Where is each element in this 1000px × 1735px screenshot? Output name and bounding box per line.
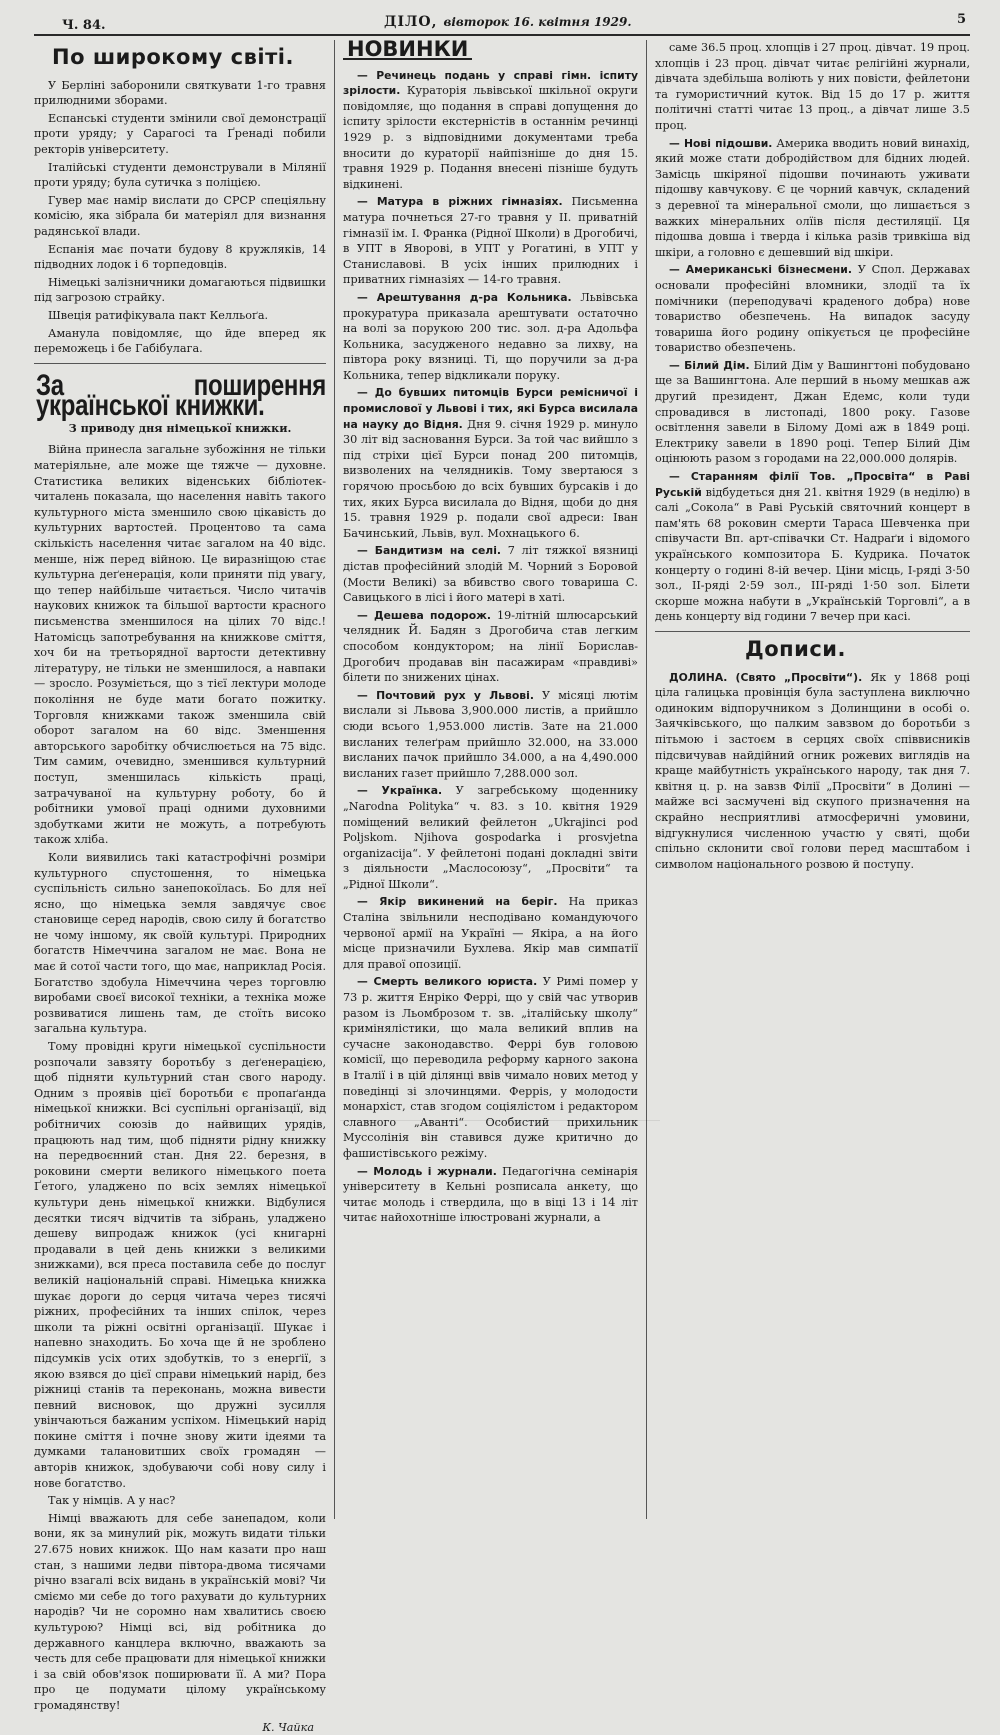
- news-item-headline: — Бандитизм на селі.: [357, 544, 502, 558]
- news-item-text: відбудеться дня 21. квітня 1929 (в неділю) в салі „Сокола“ в Раві Руській святочний концерт в пам'ять 68 роковин смерти Тараса Шевченка при співучасти Вп. арт-співачки Ст. Надраґи і відомого українського композитора Б. Кудрика. Початок концерту о годині 8-ій вечер. Ціни місць, І-ряді 3·50 зол., ІІ-ряді 2·59 зол., ІІІ-ряді 1·50 зол. Білети скорше можна набути в „Українській Торговлі“, а в день концерту від години 7 вечер при касі.: [655, 485, 970, 624]
- news-item-text: Білий Дім у Вашингтоні побудовано ще за Вашингтона. Але перший в ньому мешкав аж другий президент, Джан Едемс, коли туди спровадився в листопаді, 1800 року. Газове освітлення завели в Білому Домі аж в 1849 році. Електрику завели в 1890 році. Тепер Білий Дім оцінюють разом з городами на 22,000.000 долярів.: [655, 358, 971, 466]
- column-left: [34, 40, 334, 1734]
- book-article-paragraph: Війна принесла загальне зубожіння не тільки матеріяльне, але може ще тяжче — духовне. Статистика великих віденських бібліотек-читалень показала, що населення навіть такого культурного міста зменшило свою цікавість до культурних вартостей. Процентово та сама скількість населення читає загалом на 40 відс. менше, ніж перед війною. Це виразніщою стає культурна деґенерація, коли приняти під увагу, що тепер найбільше читається. Число читачів наукових книжок та більшої вартости красного письменства зменшилося на цілих 70 відс.! Натомісць запотребування на книжкове сміття, хоч би на третьорядної вартости детективну літературу, не тільки не зменшилося, а навпаки — зросло. Розуміється, що з тієї лектури молоде покоління не буде мати богато пожитку. Торговля книжками також зменшила свій оборот загалом на 60 відс. Зменшення авторського заробітку обчислюється на 75 відс. Тим самим, очевидно, зменшився культурний поступ, зменшилась кількість праці, затрачуваної на культурну роботу, бо й робітники умової праці одними духовними здобутками жити не можуть, а потребують також хліба.: [34, 443, 326, 847]
- news-item-text: Педагогічна семінарія університету в Кельні розписала анкету, що читає молодь і ствердила, що в віці 13 і 14 літ читає найохотніше ілюстровані журнали, а: [343, 1164, 638, 1225]
- news-item: [343, 290, 638, 384]
- news-item-text: У Спол. Державах основали професійні вломники, злодії та їх помічники (переподувачі краденого добра) нове товариство обезпечень. На випадок засуду товариша його родину опікується це професійне товариство обезпечень.: [655, 263, 970, 355]
- book-article-paragraph: Тому провідні круги німецької суспільности розпочали завзяту боротьбу з деґенерацією, щоб підняти культурний стан свого народу. Одним з проявів цієї боротьби є пропаґанда німецької книжки. Всі суспільні організації, від робітничих союзів до найвищих урядів, працюють над тим, щоб підняти рідну книжку на передвоєнний стан. Дня 22. березня, в роковини смерти великого німецького поета Ґетого, уладжено по всіх землях німецької культури день німецької книжки. Відбулися десятки тисяч відчитів та зібрань, уладжено дешеву випродаж книжок (усі книгарні продавали в цей день книжки з великими знижками), вся преса поставила себе до послуг великій національній справі. Німецька книжка шукає дороги до серця читача через тисячі ріжних, професійних та інших спілок, через школи та ріжні освітні організації. Шукає і напевно знаходить. Бо хоча ще й не зроблено підсумків усіх отих здобутків, то з енерґії, з якою взявся до цієї справи німецький нарід, без ріжниці станів та переконань, можна вивести певний висновок, що дружні зусилля увінчаються бажаним успіхом. Німецький нарід покине сміття і почне знову жити ідеями та думками талановитших своїх громадян — авторів книжок, здобуваючи собі нову силу і нове богатство.: [34, 1040, 326, 1490]
- paper-fold-line: [340, 1120, 660, 1121]
- world-news-item: Італійські студенти демонстрували в Мілянії проти уряду; була сутичка з поліцією.: [34, 160, 326, 190]
- letter-item: [655, 670, 970, 873]
- news-item: [343, 894, 638, 972]
- news-item-text: На приказ Сталіна звільнили несподівано командуючого червоної армії на Україні — Якіра, а на його місце призначили Бухлева. Якір мав симпатії для правої опозиції.: [343, 895, 638, 971]
- news-item-text: 19-літній шлюсарський челядник Й. Бадян з Дрогобича став легким способом кондуктором; на лінії Борислав-Дрогобич продавав він пасажирам «правдиві» білети по знижених цінах.: [343, 608, 639, 685]
- world-news-list: [34, 78, 326, 357]
- column-right: [646, 40, 970, 1519]
- news-item: [343, 688, 638, 782]
- news-item-headline: — Білий Дім.: [669, 358, 750, 372]
- book-article-paragraph: Німці вважають для себе занепадом, коли вони, як за минулий рік, можуть видати тільки 27.675 нових книжок. Що нам казати про наш стан, з нашими ледви півтора-двома тисячами річно взагалі всіх видань в українській мові? Чи сміємо ми себе до того рахувати до культурних народів? Чи не соромно нам хвалитись своєю культурою? Німці всі, від робітника до державного канцлера включно, вважають за честь для себе працювати для німецької книжки і за свій обов'язок поширювати її. А ми? Пора про це подумати цілому українському громадянству!: [34, 1511, 326, 1712]
- book-article-paragraph: Коли виявились такі катастрофічні розміри культурного спустошення, то німецька суспільність сильно занепокоїлась. Бо для неї ясно, що німецька земля завдячує своє становище серед народів, свою силу й богатство не чому іншому, як своїй культурі. Природних богатств Німеччина загалом не має. Вона не має й сотої части того, що має, наприклад Росія. Богатство здобула Німеччина через торговлю виробами своєї високої техніки, а техніка може розвиватися лишень там, де стоїть високо загальна культура.: [34, 850, 326, 1036]
- news-item: [655, 136, 970, 261]
- column-middle: [334, 37, 646, 1519]
- world-news-item: Швеція ратифікувала пакт Келльоґа.: [48, 308, 269, 322]
- news-item: [343, 974, 638, 1161]
- news-item: [343, 608, 638, 686]
- news-item-headline: — Американські бізнесмени.: [669, 263, 852, 277]
- news-continued-list: [655, 40, 970, 625]
- issue-date: вівторок 16. квітня 1929.: [443, 15, 632, 29]
- news-item-headline: — Молодь і журнали.: [357, 1164, 497, 1178]
- news-item-text: У загребському щоденнику „Narodna Politykа“ ч. 83. з 10. квітня 1929 поміщений великий фейлетон „Ukrajinci pod Poljskom. Njihova gospodarka i prosvjetna organizacija“. У фейлетоні подані докладні звіти з діяльности „Маслосоюзу“, „Просвіти“ та „Рідної Школи“.: [343, 784, 638, 891]
- news-item-text: У Римі помер у 73 р. життя Енріко Феррі, що у свій час утворив разом із Льомброзом т. зв. „італійську школу“ кримінялістики, що мала великий вплив на сучасне законодавство. Феррі був головою комісії, що переводила реформу карного закона в Італії і в цій ділянці ввів чимало нових метод у поведінці зі злочинцями. Ферріs, у молодости монархіст, став згодом соціялістом і редактором славного „Аванті“. Особистий прихильник Муссолінія він ставився дуже критично до фашистівського режіму.: [343, 975, 638, 1160]
- news-section-title: НОВИНКИ: [343, 42, 472, 60]
- world-news-item: Гувер має намір вислати до СРСР спеціяльну комісію, яка зібрала би матеріял для визнання радянської влади.: [34, 193, 326, 238]
- news-item-text: Дня 9. січня 1929 р. минуло 30 літ від засновання Бурси. За той час вийшло з під стріхи цієї Бурси понад 200 питомців, визволених на челядників. Тому звертаюся з горячою просьбою до всіх бувших бурсаків і до тих, яких Бурса висилала до Відня, щоби до дня 15. травня 1929 р. подали свої адреси: Іван Бачинський, Львів, вул. Мохнацького 6.: [343, 417, 638, 540]
- news-item: [655, 469, 970, 625]
- masthead: [34, 12, 970, 36]
- news-item-text: У місяці лютім вислали зі Львова 3,900.000 листів, а прийшло сюди всього 1,953.000 листів. Зате на 21.000 висланих телеґрам прийшло 32.000, на 33.000 висланих пачок прийшло 34.000, а на 4,490.000 висланих газет прийшло 7,288.000 зол.: [343, 688, 638, 780]
- news-item-headline: — Смерть великого юриста.: [357, 975, 538, 989]
- book-article-paragraph: Так у німців. А у нас?: [48, 1494, 176, 1508]
- divider: [655, 631, 970, 632]
- news-item: [343, 543, 638, 605]
- news-item: [343, 783, 638, 892]
- world-news-item: Німецькі залізничники домагаються підвишки під загрозою страйку.: [34, 275, 326, 305]
- letters-section-title: Дописи.: [745, 636, 846, 661]
- world-news-item: У Берліні заборонили святкувати 1-го травня прилюдними зборами.: [34, 78, 326, 108]
- book-article-subtitle: З приводу дня німецької книжки.: [68, 420, 292, 435]
- news-item-headline: — Нові підошви.: [669, 136, 773, 150]
- letter-item-headline: ДОЛИНА. (Свято „Просвіти“).: [669, 670, 863, 684]
- news-item-headline: — Старанням філії Тов. „Просвіта“ в Раві Руській: [655, 470, 970, 499]
- book-article-body: [34, 442, 326, 1713]
- paper-title: [384, 14, 632, 30]
- news-item-headline: — До бувших питомців Бурси ремісничої і промислової у Львові і тих, які Бурса висилала на науку до Відня.: [343, 386, 638, 431]
- news-item: [655, 40, 970, 134]
- page-number: 5: [956, 12, 966, 27]
- paper-name: ДІЛО,: [384, 14, 438, 30]
- news-item: [343, 385, 638, 541]
- news-item-headline: — Почтовий рух у Львові.: [357, 688, 534, 702]
- news-item: [655, 262, 970, 356]
- news-item-headline: — Якір викинений на беріг.: [357, 895, 558, 909]
- news-item-text: Кураторія львівської шкільної округи повідомляє, що подання в справі допущення до іспиту зрілости екстерністів в останнім речинці 1929 р. з відповідними документами треба вносити до кураторії найпізніше до дня 15. травня 1929 р. Подання внесені пізніше будуть відкинені.: [343, 84, 638, 191]
- issue-number: Ч. 84.: [62, 18, 106, 33]
- columns: [34, 37, 971, 1734]
- letter-item-text: Як у 1868 році ціла галицька провінція була заступлена виключно одиноким відпоручником з Долинщини в особі о. Заячківського, що палким завзвом до боротьби з пітьмою і застоєм в серцях своїх співвисників підсвичував найдійний огник рожевих виглядів на краще майбутність українського народу, так дня 7. квітня ц. р. на завзв Філії „Просвіти“ в Долині — майже всі засмучені від скупого призначення на скрайно несприятливі атмосферичні умовини, відгукнулися численною участю у святі, щоби спільно склонити свої голови перед масштабом і символом національного розвою й поступу.: [655, 670, 970, 871]
- news-item: [343, 68, 638, 193]
- news-item-headline: — Українка.: [357, 784, 443, 798]
- news-item-text: 7 літ тяжкої вязниці дістав професійний злодій М. Чорний з Боровой (Мости Великі) за вбивство свого товариша С. Савицького в лісі і його матері в хаті.: [343, 544, 638, 605]
- article-signature: К. Чайка: [262, 1720, 314, 1734]
- book-article-title: За поширення української книжки.: [36, 368, 326, 422]
- news-item-headline: — Дешева подорож.: [357, 608, 492, 622]
- news-item: [343, 1164, 638, 1226]
- news-item-text: Письменна матура почнеться 27-го травня у II. приватній гімназії ім. І. Франка (Рідної Школи) в Дрогобичі, в УПТ в Яворові, в УПТ у Рогатині, в УПТ у Станиславові. В усіх інших прилюдних і приватних гімназіях — 14-го травня.: [343, 195, 638, 287]
- news-item: [343, 194, 638, 288]
- news-list: [343, 68, 638, 1226]
- news-item-text: Америка вводить новий винахід, який може стати добродійством для бідних людей. Замісць шкіряної підошви починають уживати підошву кавчукову. Є це чорний кавчук, складений з деревної та мінеральної смоли, що лишається з важких мінеральних олїів після дестиляції. Ця підошва довша і тверда і кілька разів тривкіша від шкіри, а головно є дешевший від шкіри.: [655, 136, 970, 259]
- world-news-item: Еспанські студенти змінили свої демонстрації проти уряду; у Сарагосі та Ґренаді побили ректорів університету.: [34, 111, 326, 156]
- divider: [34, 363, 326, 364]
- news-item-text: Львівська прокуратура приказала арештувати остаточно на волі за порукою 200 тис. зол. д-ра Адольфа Кольника, засудженого недавно за лихву, на півтора року вязниці. Ті, що поручили за д-ра Кольника, тепер відкликали поруку.: [343, 290, 638, 382]
- news-item-text: саме 36.5 проц. хлопців і 27 проц. дівчат. 19 проц. хлопців і 23 проц. дівчат читає релігійні журнали, дівчата здебільша воліють у них повісти, фейлетони та гумористичний куток. Від 15 до 17 р. життя політичні статті читає 13 проц., а дівчат лише 3.5 проц.: [655, 41, 970, 132]
- news-item: [655, 358, 970, 467]
- news-item-headline: — Речинець подань у справі гімн. іспиту зрілости.: [343, 68, 638, 98]
- world-news-title: По широкому світі.: [52, 45, 294, 69]
- news-item-headline: — Арештування д-ра Кольника.: [357, 290, 572, 304]
- world-news-item: Аманула повідомляє, що йде вперед як переможець і бе Габібулага.: [34, 326, 326, 356]
- news-item-headline: — Матура в ріжних гімназіях.: [357, 195, 563, 209]
- letters-list: [655, 670, 970, 873]
- world-news-item: Еспанія має почати будову 8 кружляків, 14 підводних лодок і 6 торпедовців.: [34, 242, 326, 272]
